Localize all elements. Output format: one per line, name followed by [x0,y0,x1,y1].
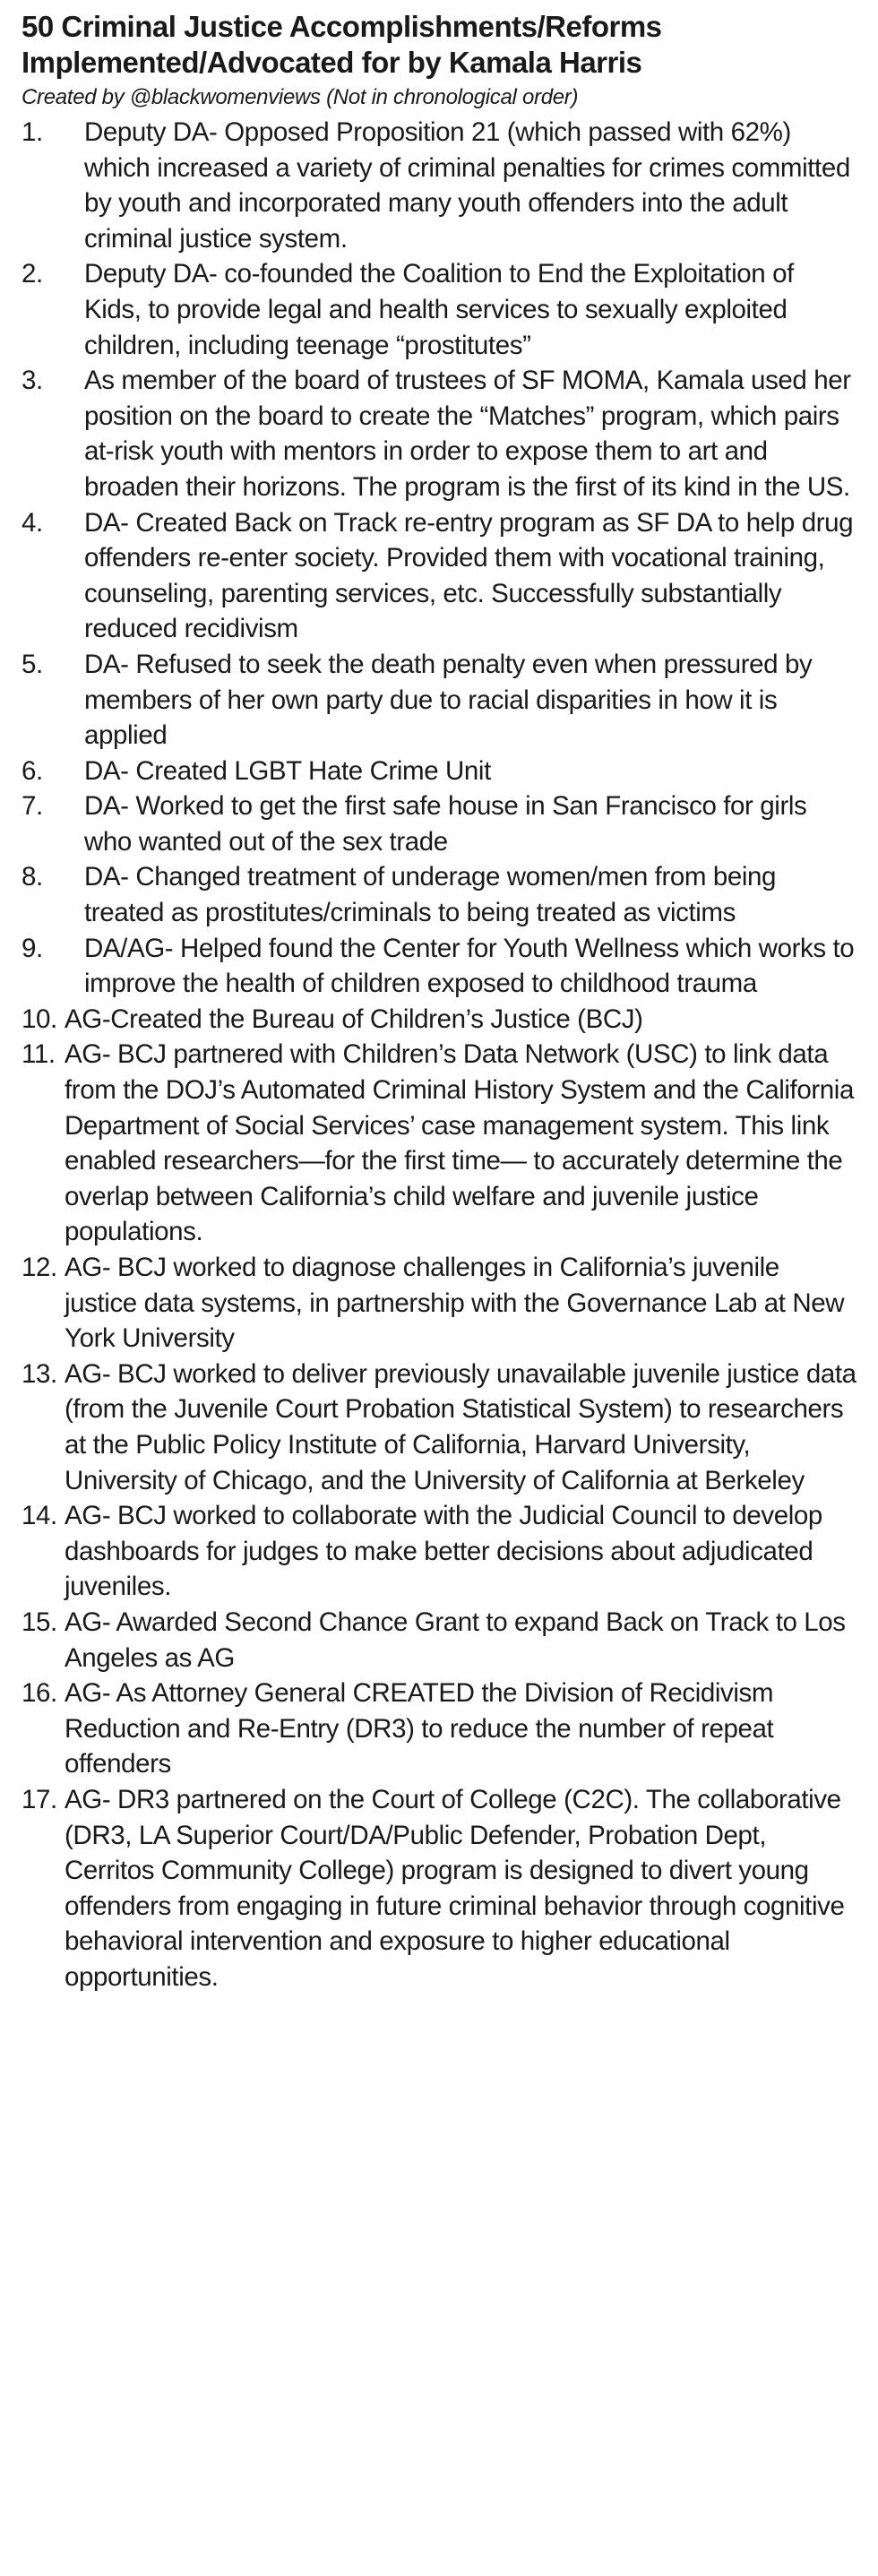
item-number: 14. [22,1501,57,1531]
list-item-12 [22,1250,856,1357]
item-number: 1. [22,117,43,147]
item-number: 11. [22,1039,56,1070]
item-text: Deputy DA- co-founded the Coalition to End the Exploitation of Kids, to provide legal and health services to sexually exploited children, including teenage “prostitutes” [84,259,794,360]
list-item-2 [22,256,856,363]
list-item-10 [22,1002,856,1038]
item-text: As member of the board of trustees of SF MOMA, Kamala used her position on the board to create the “Matches” program, which pairs at-risk youth with mentors in order to expose them to art and broaden their horizons. The program is the first of its kind in the US. [84,366,851,502]
list-item-15 [22,1605,856,1676]
title-line-2: Implemented/Advocated for by Kamala Harris [22,46,642,79]
accomplishments-list [22,115,856,1994]
item-text: Deputy DA- Opposed Proposition 21 (which passed with 62%) which increased a variety of criminal penalties for crimes committed by youth and incorporated many youth offenders into the adult criminal justice system. [84,117,850,254]
item-text: DA- Worked to get the first safe house in San Francisco for girls who wanted out of the sex trade [84,791,807,857]
list-item-14 [22,1498,856,1605]
item-number: 9. [22,933,43,963]
item-number: 5. [22,649,43,679]
list-item-11 [22,1037,856,1250]
item-text: AG- As Attorney General CREATED the Division of Recidivism Reduction and Re-Entry (DR3) to reduce the number of repeat offenders [65,1678,774,1779]
item-number: 6. [22,755,43,786]
item-number: 13. [22,1358,57,1389]
list-item-1 [22,115,856,256]
item-text: DA- Created LGBT Hate Crime Unit [84,755,491,786]
list-item-5 [22,647,856,754]
item-number: 12. [22,1253,57,1282]
item-number: 17. [22,1784,57,1814]
item-number: 15. [22,1607,57,1637]
list-item-16 [22,1676,856,1782]
item-text: DA/AG- Helped found the Center for Youth Wellness which works to improve the health of children exposed to childhood trauma [84,933,855,999]
list-item-7 [22,788,856,859]
item-text: AG- BCJ worked to diagnose challenges in California’s juvenile justice data systems, in partnership with the Governance Lab at New York University [65,1253,845,1354]
list-item-4 [22,505,856,647]
list-item-3 [22,363,856,504]
list-item-6 [22,754,856,789]
item-text: AG- DR3 partnered on the Court of College (C2C). The collaborative (DR3, LA Superior Court/DA/Public Defender, Probation Dept, Cerritos Community College) program is designed to divert young offenders from engaging in future criminal behavior through cognitive behavioral intervention and exposure to higher educational opportunities. [65,1784,845,1992]
item-number: 3. [22,366,43,396]
list-item-17 [22,1782,856,1995]
item-text: DA- Created Back on Track re-entry program as SF DA to help drug offenders re-enter society. Provided them with vocational training, counseling, parenting services, etc. Successfully substantially reduced recidivism [84,507,854,644]
item-number: 2. [22,259,43,289]
list-item-8 [22,859,856,930]
item-number: 4. [22,507,43,538]
item-number: 8. [22,862,43,892]
item-text: AG-Created the Bureau of Children’s Justice (BCJ) [65,1004,643,1034]
item-number: 16. [22,1678,57,1709]
item-number: 7. [22,791,43,822]
item-text: AG- BCJ worked to collaborate with the Judicial Council to develop dashboards for judges to make better decisions about adjudicated juveniles. [65,1501,822,1602]
document-title [22,9,856,81]
item-text: AG- BCJ worked to deliver previously unavailable juvenile justice data (from the Juvenile Court Probation Statistical System) to researchers at the Public Policy Institute of California, Harvard University, University of Chicago, and the University of California at Berkeley [65,1358,856,1495]
item-text: DA- Refused to seek the death penalty even when pressured by members of her own party due to racial disparities in how it is applied [84,649,813,751]
list-item-9 [22,931,856,1002]
list-item-13 [22,1357,856,1498]
title-line-1: 50 Criminal Justice Accomplishments/Reforms [22,10,662,43]
item-text: DA- Changed treatment of underage women/men from being treated as prostitutes/criminals to being treated as victims [84,862,777,928]
item-text: AG- Awarded Second Chance Grant to expand Back on Track to Los Angeles as AG [65,1607,846,1673]
item-text: AG- BCJ partnered with Children’s Data Network (USC) to link data from the DOJ’s Automated Criminal History System and the California Department of Social Services’ case management system. This link enabled researchers—for the first time— to accurately determine the overlap between California’s child welfare and juvenile justice populations. [65,1039,854,1247]
document-subtitle: Created by @blackwomenviews (Not in chronological order) [22,85,579,109]
item-number: 10. [22,1004,57,1034]
